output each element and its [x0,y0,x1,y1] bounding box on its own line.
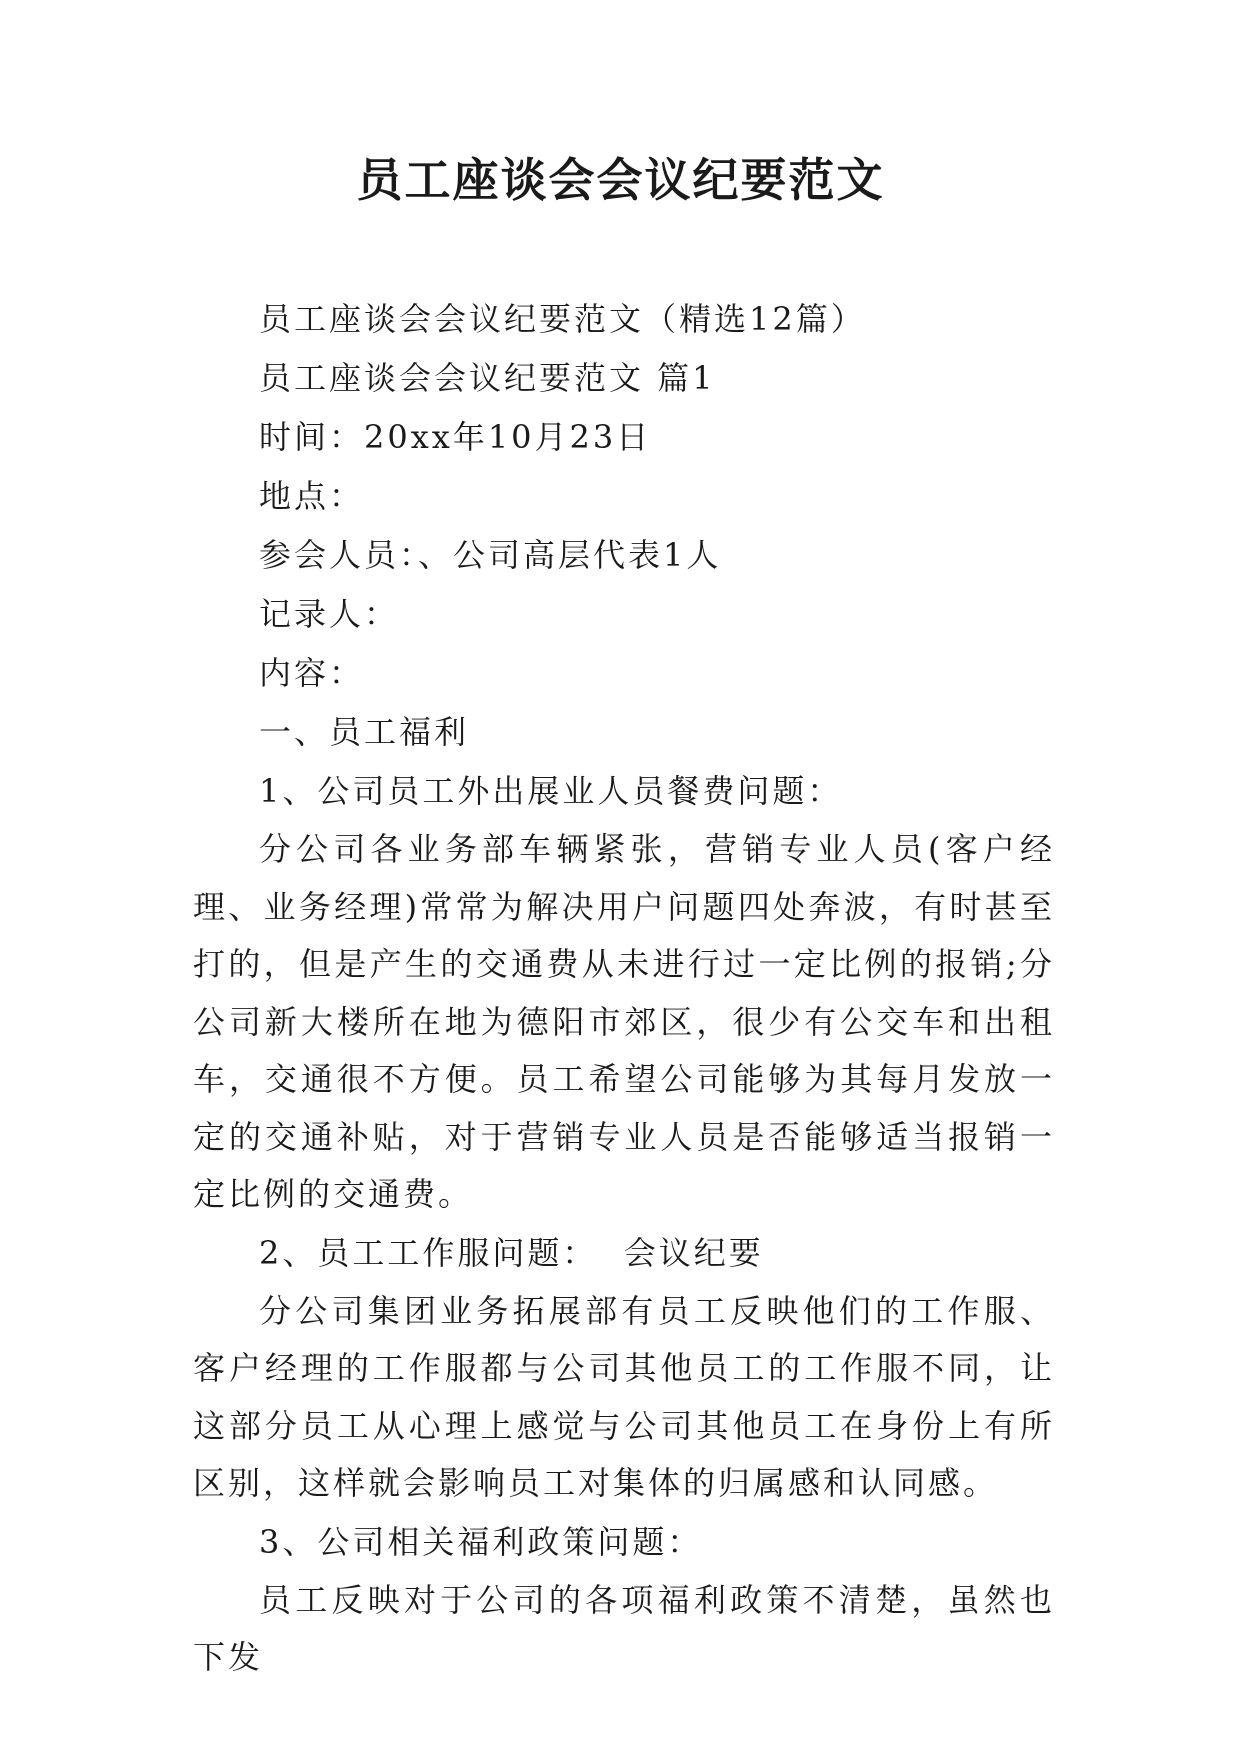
document-body [193,290,1055,1687]
section-heading: 一、员工福利 [259,713,470,751]
item-heading: 1、公司员工外出展业人员餐费问题： [259,772,843,810]
part-heading: 员工座谈会会议纪要范文 篇1 [259,359,716,397]
paragraph: 员工反映对于公司的各项福利政策不清楚，虽然也下发 [193,1580,1055,1676]
paragraph: 分公司集团业务拓展部有员工反映他们的工作服、客户经理的工作服都与公司其他员工的工作服不同，让这部分员工从心理上感觉与公司其他员工在身份上有所区别，这样就会影响员工对集体的归属感和认同感。 [193,1291,1055,1502]
meeting-time: 时间：20xx年10月23日 [259,418,652,456]
item-heading: 2、员工工作服问题： 会议纪要 [259,1233,764,1272]
paragraph: 分公司各业务部车辆紧张，营销专业人员(客户经理、业务经理)常常为解决用户问题四处奔波，有时甚至打的，但是产生的交通费从未进行过一定比例的报销;分公司新大楼所在地为德阳市郊区，很少有公交车和出租车，交通很不方便。员工希望公司能够为其每月发放一定的交通补贴，对于营销专业人员是否能够适当报销一定比例的交通费。 [193,830,1055,1213]
meeting-recorder: 记录人： [259,595,400,633]
meeting-content-label: 内容： [259,654,365,692]
document-title: 员工座谈会会议纪要范文 [356,153,885,207]
document-subtitle: 员工座谈会会议纪要范文（精选12篇） [259,300,866,338]
meeting-attendees: 参会人员：、公司高层代表1人 [259,536,722,574]
meeting-place: 地点： [259,477,365,515]
item-heading: 3、公司相关福利政策问题： [259,1522,703,1561]
